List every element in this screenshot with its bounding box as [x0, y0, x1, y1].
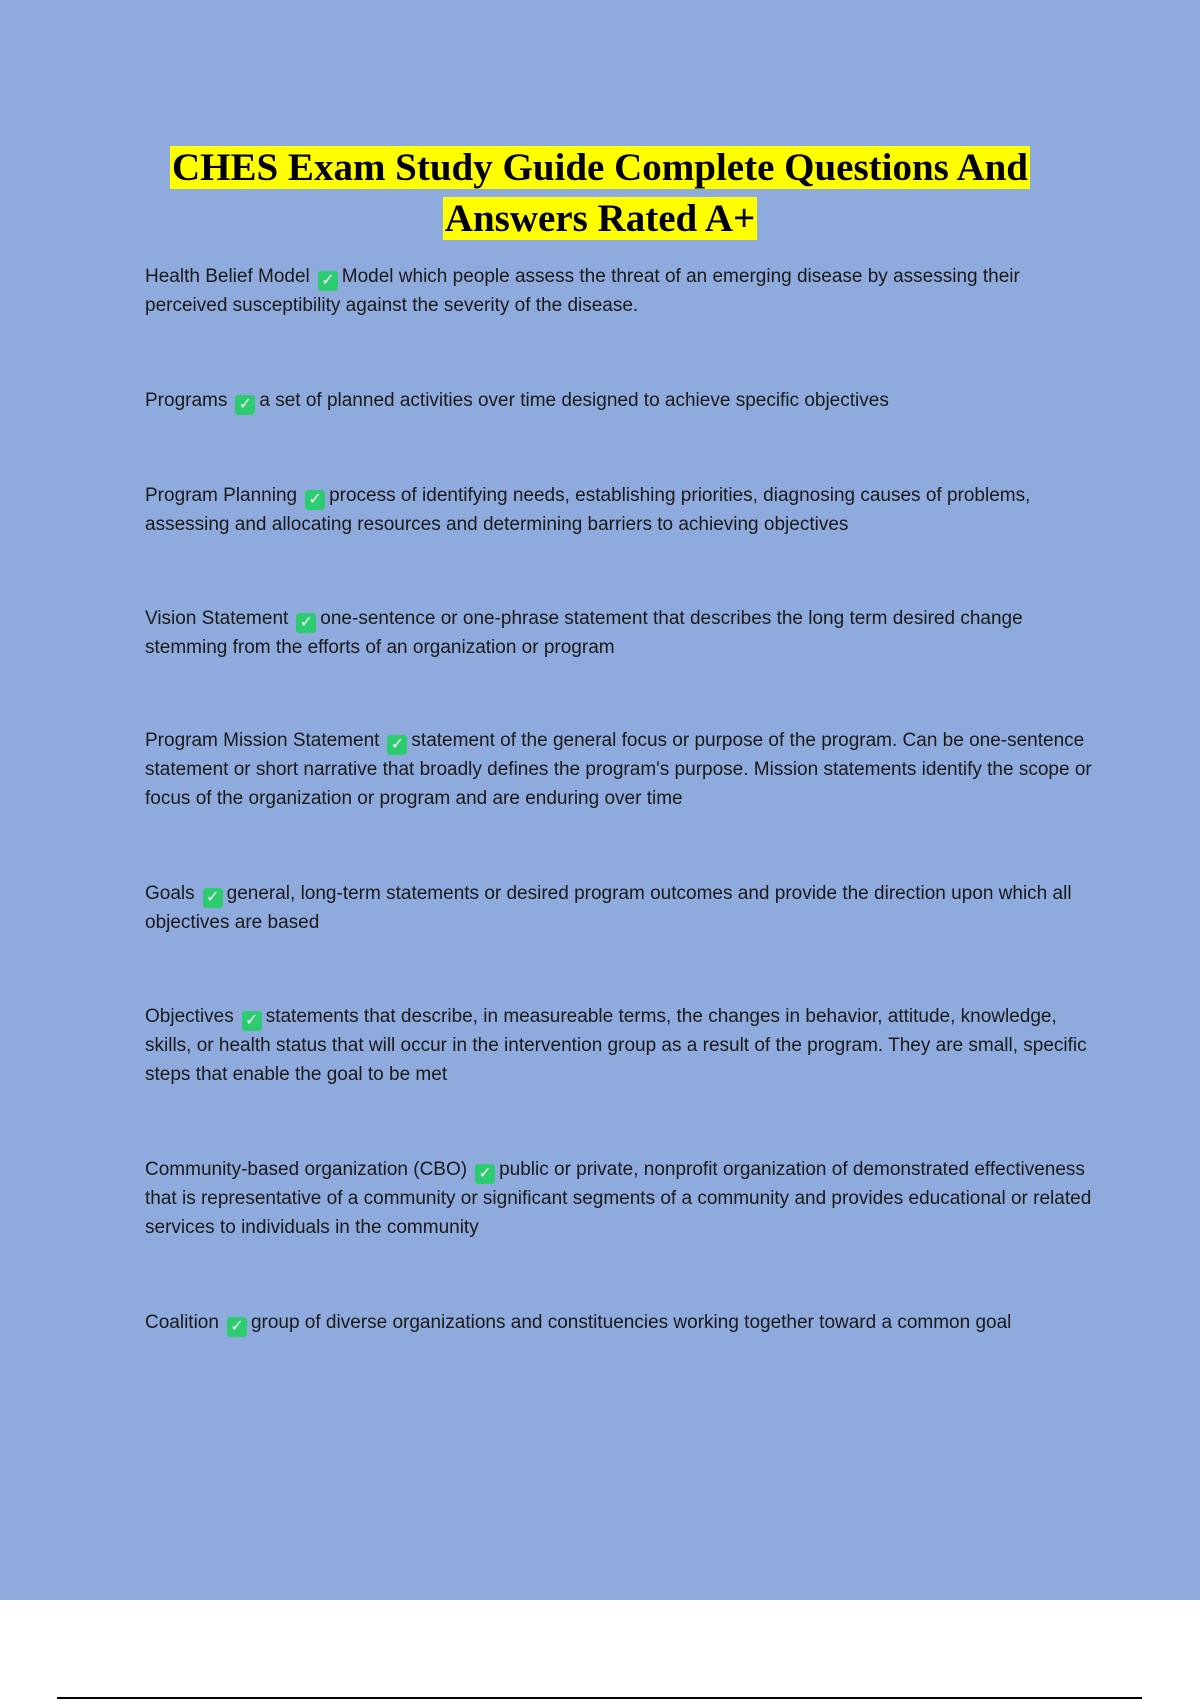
- check-mark-icon: ✓: [235, 395, 255, 415]
- document-title: [100, 142, 1100, 244]
- check-mark-icon: ✓: [296, 613, 316, 633]
- check-mark-icon: ✓: [305, 490, 325, 510]
- check-mark-icon: ✓: [387, 735, 407, 755]
- entry-definition: Model which people assess the threat of an emerging disease by assessing their perceived susceptibility against the severity of the disease.: [145, 266, 1020, 316]
- entry-term: Program Mission Statement: [145, 730, 380, 751]
- entry-term: Health Belief Model: [145, 266, 310, 287]
- entry-definition: a set of planned activities over time designed to achieve specific objectives: [259, 390, 889, 411]
- qa-entry-program-planning: [145, 481, 1095, 539]
- entry-definition: process of identifying needs, establishing priorities, diagnosing causes of problems, assessing and allocating resources and determining barriers to achieving objectives: [145, 485, 1031, 535]
- entry-definition: statement of the general focus or purpose of the program. Can be one-sentence statement or short narrative that broadly defines the program's purpose. Mission statements identify the scope or focus of the organization or program and are enduring over time: [145, 730, 1092, 809]
- title-line-1: CHES Exam Study Guide Complete Questions And: [171, 146, 1028, 189]
- check-mark-icon: ✓: [203, 888, 223, 908]
- entry-term: Objectives: [145, 1006, 234, 1027]
- entry-term: Coalition: [145, 1312, 219, 1333]
- qa-entry-coalition: [145, 1308, 1095, 1337]
- entry-term: Community-based organization (CBO): [145, 1159, 468, 1180]
- entry-definition: statements that describe, in measureable terms, the changes in behavior, attitude, knowledge, skills, or health status that will occur in the intervention group as a result of the program. They are small, specific steps that enable the goal to be met: [145, 1006, 1087, 1085]
- entry-term: Goals: [145, 883, 195, 904]
- entry-term: Program Planning: [145, 485, 298, 506]
- entry-definition: group of diverse organizations and constituencies working together toward a common goal: [250, 1312, 1012, 1333]
- check-mark-icon: ✓: [242, 1011, 262, 1031]
- entry-definition: general, long-term statements or desired program outcomes and provide the direction upon which all objectives are based: [145, 883, 1072, 933]
- entry-term: Programs: [145, 390, 228, 411]
- qa-entry-goals: [145, 879, 1095, 937]
- qa-entry-community-based-organization: [145, 1155, 1095, 1242]
- title-line-2: Answers Rated A+: [444, 197, 756, 240]
- check-mark-icon: ✓: [318, 271, 338, 291]
- qa-entry-program-mission-statement: [145, 726, 1095, 813]
- entry-definition: public or private, nonprofit organization of demonstrated effectiveness that is representative of a community or significant segments of a community and provides educational or related services to individuals in the community: [145, 1159, 1092, 1238]
- entry-term: Vision Statement: [145, 608, 289, 629]
- check-mark-icon: ✓: [475, 1164, 495, 1184]
- entry-definition: one-sentence or one-phrase statement that describes the long term desired change stemming from the efforts of an organization or program: [145, 608, 1023, 658]
- footer-divider: [57, 1697, 1142, 1699]
- qa-entry-programs: [145, 386, 1095, 415]
- qa-entry-objectives: [145, 1002, 1095, 1089]
- check-mark-icon: ✓: [227, 1317, 247, 1337]
- qa-entry-vision-statement: [145, 604, 1095, 662]
- qa-entry-health-belief-model: [145, 262, 1095, 320]
